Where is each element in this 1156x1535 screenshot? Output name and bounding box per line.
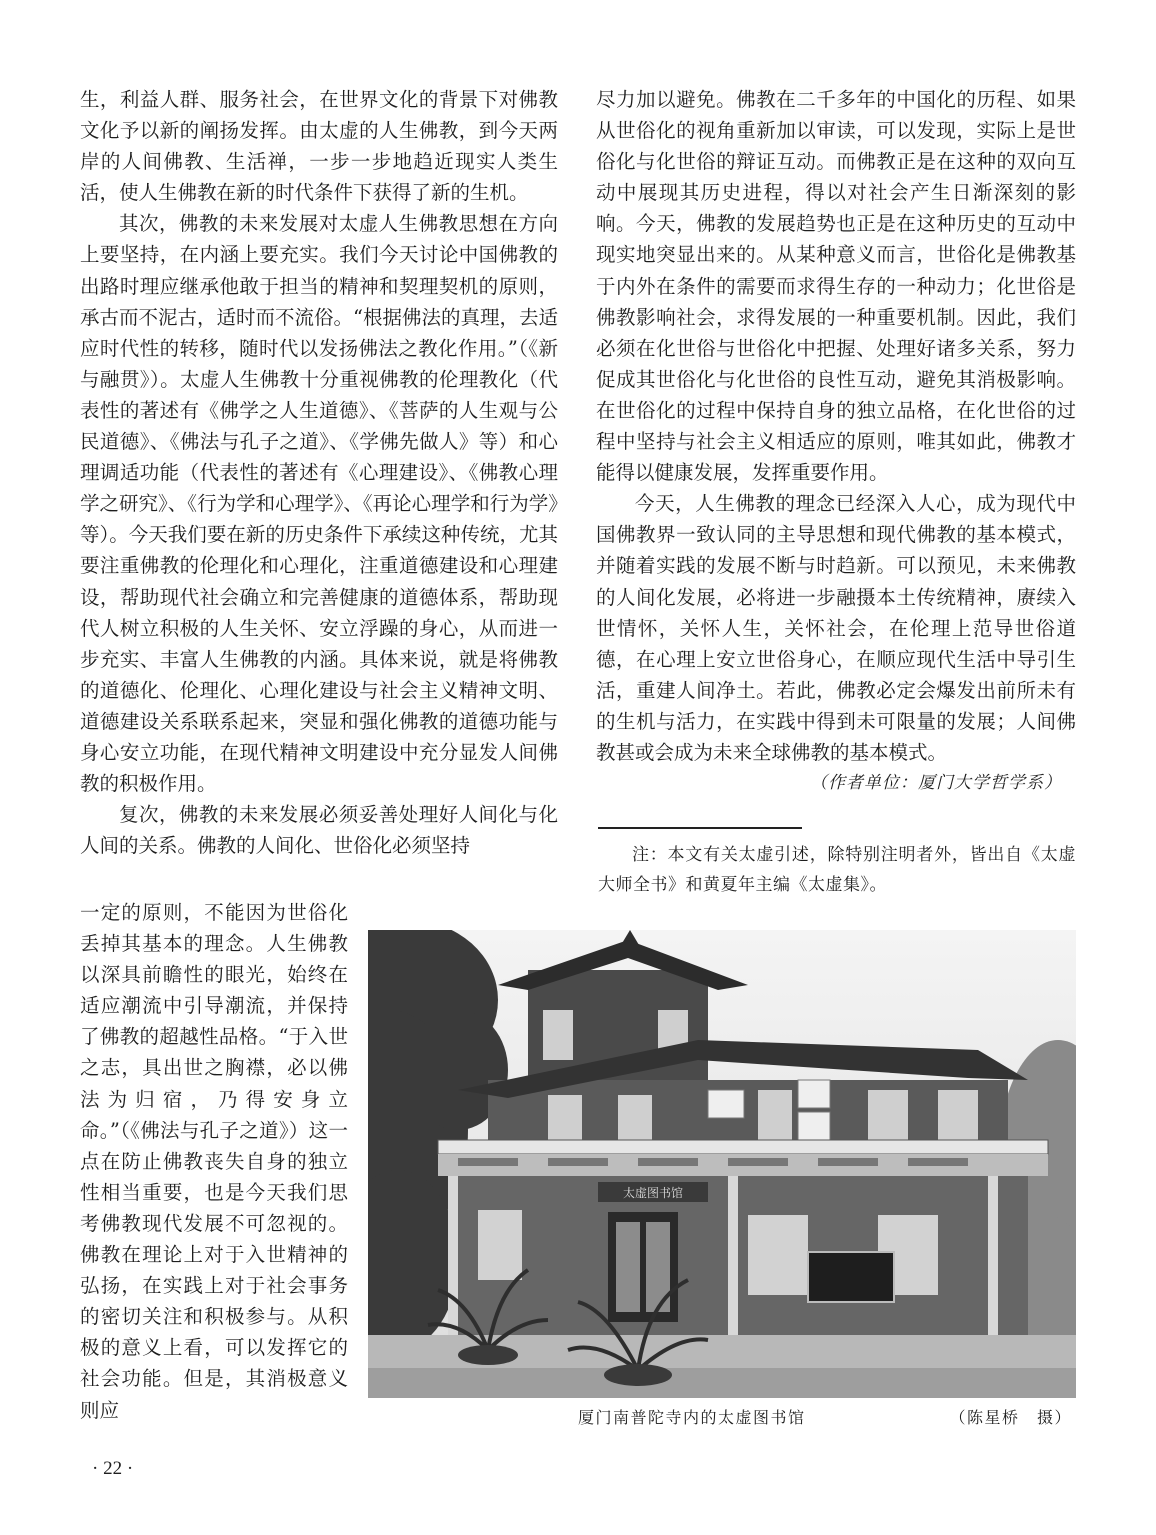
paragraph: 尽力加以避免。佛教在二千多年的中国化的历程、如果从世俗化的视角重新加以审读，可以发现，实际上是世俗化与化世俗的辩证互动。而佛教正是在这种的双向互动中展现其历史进程，得以对社会产生日渐深刻的影响。今天，佛教的发展趋势也正是在这种历史的互动中现实地突显出来的。从某种意义而言，世俗化是佛教基于内外在条件的需要而求得生存的一种动力；化世俗是佛教影响社会，求得发展的一种重要机制。因此，我们必须在化世俗与世俗化中把握、处理好诸多关系，努力促成其世俗化与化世俗的良性互动，避免其消极影响。在世俗化的过程中保持自身的独立品格，在化世俗的过程中坚持与社会主义相适应的原则，唯其如此，佛教才能得以健康发展，发挥重要作用。 — [596, 88, 1076, 485]
library-photo — [368, 930, 1076, 1398]
library-sign: 太虚图书馆 — [622, 1186, 684, 1200]
paragraph: 其次，佛教的未来发展对太虚人生佛教思想在方向上要坚持，在内涵上要充实。我们今天讨论中国佛教的出路时理应继承他敢于担当的精神和契理契机的原则，承古而不泥古，适时而不流俗。“根据佛法的真理，去适应时代性的转移，随时代以发扬佛法之教化作用。”（《新与融贯》）。太虚人生佛教十分重视佛教的伦理教化（代表性的著述有《佛学之人生道德》、《菩萨的人生观与公民道德》、《佛法与孔子之道》、《学佛先做人》等）和心理调适功能（代表性的著述有《心理建设》、《佛教心理学之研究》、《行为学和心理学》、《再论心理学和行为学》等）。今天我们要在新的历史条件下承续这种传统，尤其要注重佛教的伦理化和心理化，注重道德建设和心理建设，帮助现代社会确立和完善健康的道德体系，帮助现代人树立积极的人生关怀、安立浮躁的身心，从而进一步充实、丰富人生佛教的内涵。具体来说，就是将佛教的道德化、伦理化、心理化建设与社会主义精神文明、道德建设关系联系起来，突显和强化佛教的道德功能与身心安立功能，在现代精神文明建设中充分显发人间佛教的积极作用。 — [80, 212, 558, 796]
footnote-divider — [598, 827, 802, 829]
right-column — [596, 84, 1076, 799]
paragraph: 今天，人生佛教的理念已经深入人心，成为现代中国佛教界一致认同的主导思想和现代佛教的基本模式，并随着实践的发展不断与时趋新。可以预见，未来佛教的人间化发展，必将进一步融摄本土传统精神，赓续入世情怀，关怀人生，关怀社会，在伦理上范导世俗道德，在心理上安立世俗身心，在顺应现代生活中导引生活，重建人间净土。若此，佛教必定会爆发出前所未有的生机与活力，在实践中得到未可限量的发展；人间佛教甚或会成为未来全球佛教的基本模式。 — [596, 492, 1076, 764]
paragraph: 一定的原则，不能因为世俗化丢掉其基本的理念。人生佛教以深具前瞻性的眼光，始终在适应潮流中引导潮流，并保持了佛教的超越性品格。“于入世之志，具出世之胸襟，必以佛法为归宿，乃得安身立命。”（《佛法与孔子之道》）这一点在防止佛教丧失自身的独立性相当重要，也是今天我们思考佛教现代发展不可忽视的。佛教在理论上对于入世精神的弘扬，在实践上对于社会事务的密切关注和积极参与。从积极的意义上看，可以发挥它的社会功能。但是，其消极意义则应 — [80, 901, 348, 1422]
left-column-top — [80, 84, 558, 861]
photo-caption-line — [578, 1405, 1072, 1431]
photo-caption: 厦门南普陀寺内的太虚图书馆 — [578, 1408, 806, 1427]
page-number: · 22 · — [92, 1458, 134, 1479]
paragraph: 复次，佛教的未来发展必须妥善处理好人间化与化人间的关系。佛教的人间化、世俗化必须坚持 — [80, 803, 558, 858]
footnote: 注：本文有关太虚引述，除特别注明者外，皆出自《太虚大师全书》和黄夏年主编《太虚集》。 — [598, 845, 1076, 895]
author-affiliation: （作者单位：厦门大学哲学系） — [810, 773, 1062, 794]
photo-credit: （陈星桥 摄） — [949, 1408, 1072, 1427]
paragraph: 生，利益人群、服务社会，在世界文化的背景下对佛教文化予以新的阐扬发挥。由太虚的人生佛教，到今天两岸的人间佛教、生活禅，一步一步地趋近现实人类生活，使人生佛教在新的时代条件下获得了新的生机。 — [80, 88, 558, 205]
left-column-narrow — [80, 897, 348, 1426]
library-photo-illustration — [368, 930, 1076, 1398]
